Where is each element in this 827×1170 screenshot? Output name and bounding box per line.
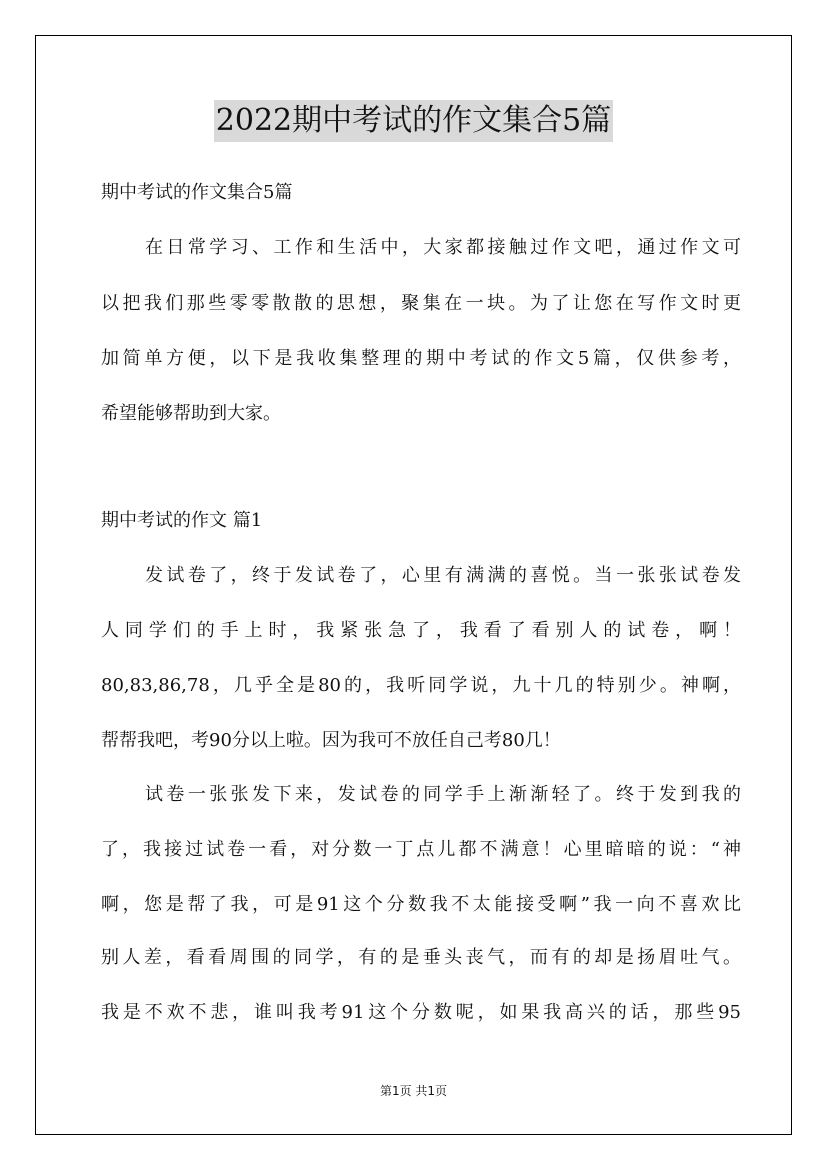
intro-line: 以把我们那些零零散散的思想，聚集在一块。为了让您在写作文时更 bbox=[101, 293, 741, 314]
intro-line: 在日常学习、工作和生活中，大家都接触过作文吧，通过作文可 bbox=[145, 237, 741, 258]
document-title: 2022期中考试的作文集合5篇 bbox=[214, 100, 613, 142]
paragraph-line: 别人差，看看周围的同学，有的是垂头丧气，而有的却是扬眉吐气。 bbox=[101, 947, 741, 968]
paragraph-line: 了，我接过试卷一看，对分数一丁点儿都不满意！心里暗暗的说：“神 bbox=[101, 839, 741, 860]
paragraph-line: 我是不欢不悲，谁叫我考91这个分数呢，如果我高兴的话，那些95 bbox=[101, 1002, 741, 1023]
paragraph-line: 试卷一张张发下来，发试卷的同学手上渐渐轻了。终于发到我的 bbox=[145, 784, 741, 805]
paragraph-line: 发试卷了，终于发试卷了，心里有满满的喜悦。当一张张试卷发 bbox=[145, 565, 741, 586]
paragraph-line: 啊，您是帮了我，可是91这个分数我不太能接受啊”我一向不喜欢比 bbox=[101, 894, 741, 915]
page-footer: 第1页 共1页 bbox=[379, 1084, 448, 1098]
title-area bbox=[0, 100, 827, 142]
document-subtitle: 期中考试的作文集合5篇 bbox=[101, 182, 293, 203]
section-heading: 期中考试的作文 篇1 bbox=[101, 510, 263, 531]
intro-line: 加简单方便，以下是我收集整理的期中考试的作文5篇，仅供参考， bbox=[101, 348, 741, 369]
paragraph-line: 帮帮我吧，考90分以上啦。因为我可不放任自己考80几！ bbox=[101, 730, 561, 751]
intro-line: 希望能够帮助到大家。 bbox=[101, 403, 281, 424]
paragraph-line: 80,83,86,78，几乎全是80的，我听同学说，九十几的特别少。神啊， bbox=[101, 675, 741, 696]
paragraph-line: 人同学们的手上时，我紧张急了，我看了看别人的试卷，啊！ bbox=[101, 620, 741, 641]
